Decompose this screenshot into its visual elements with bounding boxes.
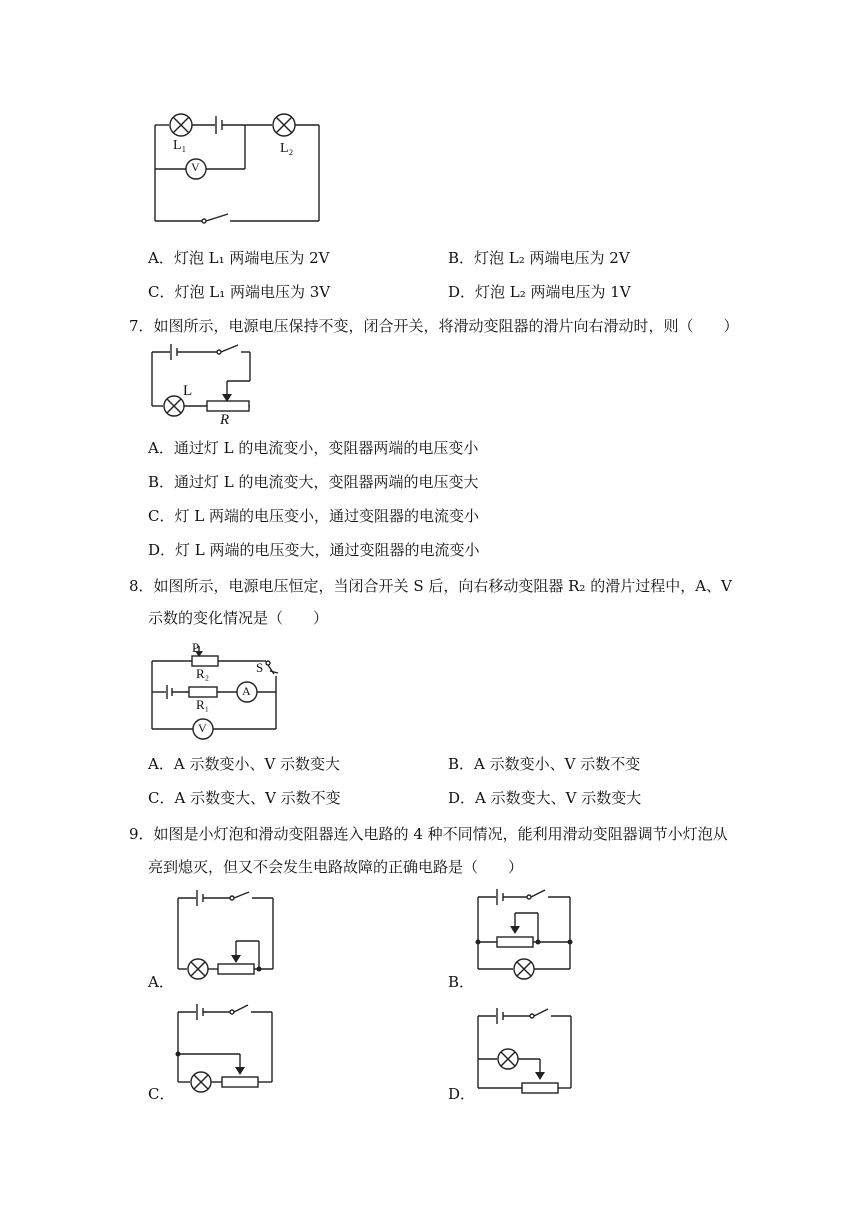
label-switch-s: S (256, 660, 264, 675)
q9-option-d[interactable]: D． (448, 1085, 476, 1103)
q8-option-c[interactable]: C．A 示数变大、V 示数不变 (148, 789, 341, 807)
label-rheostat-r: R (220, 412, 230, 428)
q6-option-d[interactable]: D．灯泡 L₂ 两端电压为 1V (448, 283, 631, 301)
label-r1: R₁ (196, 697, 210, 712)
q7-stem: 7．如图所示，电源电压保持不变，闭合开关，将滑动变阻器的滑片向右滑动时，则（ ） (129, 317, 739, 335)
q8-option-a[interactable]: A．A 示数变小、V 示数变大 (148, 755, 341, 773)
q9-stem-line-1: 9．如图是小灯泡和滑动变阻器连入电路的 4 种不同情况，能利用滑动变阻器调节小灯泡从 (129, 825, 728, 843)
q8-stem-line-1: 8．如图所示，电源电压恒定，当闭合开关 S 后，向右移动变阻器 R₂ 的滑片过程中，A、V (129, 577, 732, 595)
q9-option-c[interactable]: C． (148, 1085, 175, 1103)
label-l2: L₂ (280, 141, 294, 156)
q7-option-b[interactable]: B．通过灯 L 的电流变大，变阻器两端的电压变大 (148, 473, 479, 491)
label-slider-p: P (192, 640, 200, 655)
q6-option-b[interactable]: B．灯泡 L₂ 两端电压为 2V (448, 249, 630, 267)
q8-stem-line-2: 示数的变化情况是（ ） (148, 609, 329, 627)
label-lamp-l: L (183, 383, 193, 399)
q9-option-b[interactable]: B． (448, 973, 475, 991)
label-r2: R₂ (196, 666, 210, 681)
label-l1: L₁ (173, 138, 187, 153)
label-voltmeter-v: V (198, 721, 207, 735)
q6-option-c[interactable]: C．灯泡 L₁ 两端电压为 3V (148, 283, 331, 301)
q7-option-d[interactable]: D．灯 L 两端的电压变大，通过变阻器的电流变小 (148, 541, 480, 559)
label-ammeter: A (242, 684, 251, 698)
q7-option-a[interactable]: A．通过灯 L 的电流变小，变阻器两端的电压变小 (148, 439, 479, 457)
q8-option-b[interactable]: B．A 示数变小、V 示数不变 (448, 755, 641, 773)
label-voltmeter: V (191, 160, 200, 174)
q6-option-a[interactable]: A．灯泡 L₁ 两端电压为 2V (148, 249, 330, 267)
q8-option-d[interactable]: D．A 示数变大、V 示数变大 (448, 789, 642, 807)
q9-stem-line-2: 亮到熄灭，但又不会发生电路故障的正确电路是（ ） (148, 858, 524, 876)
rheostat-symbol (522, 1083, 558, 1093)
q7-option-c[interactable]: C．灯 L 两端的电压变小，通过变阻器的电流变小 (148, 507, 479, 525)
q9-option-a[interactable]: A． (148, 973, 174, 991)
